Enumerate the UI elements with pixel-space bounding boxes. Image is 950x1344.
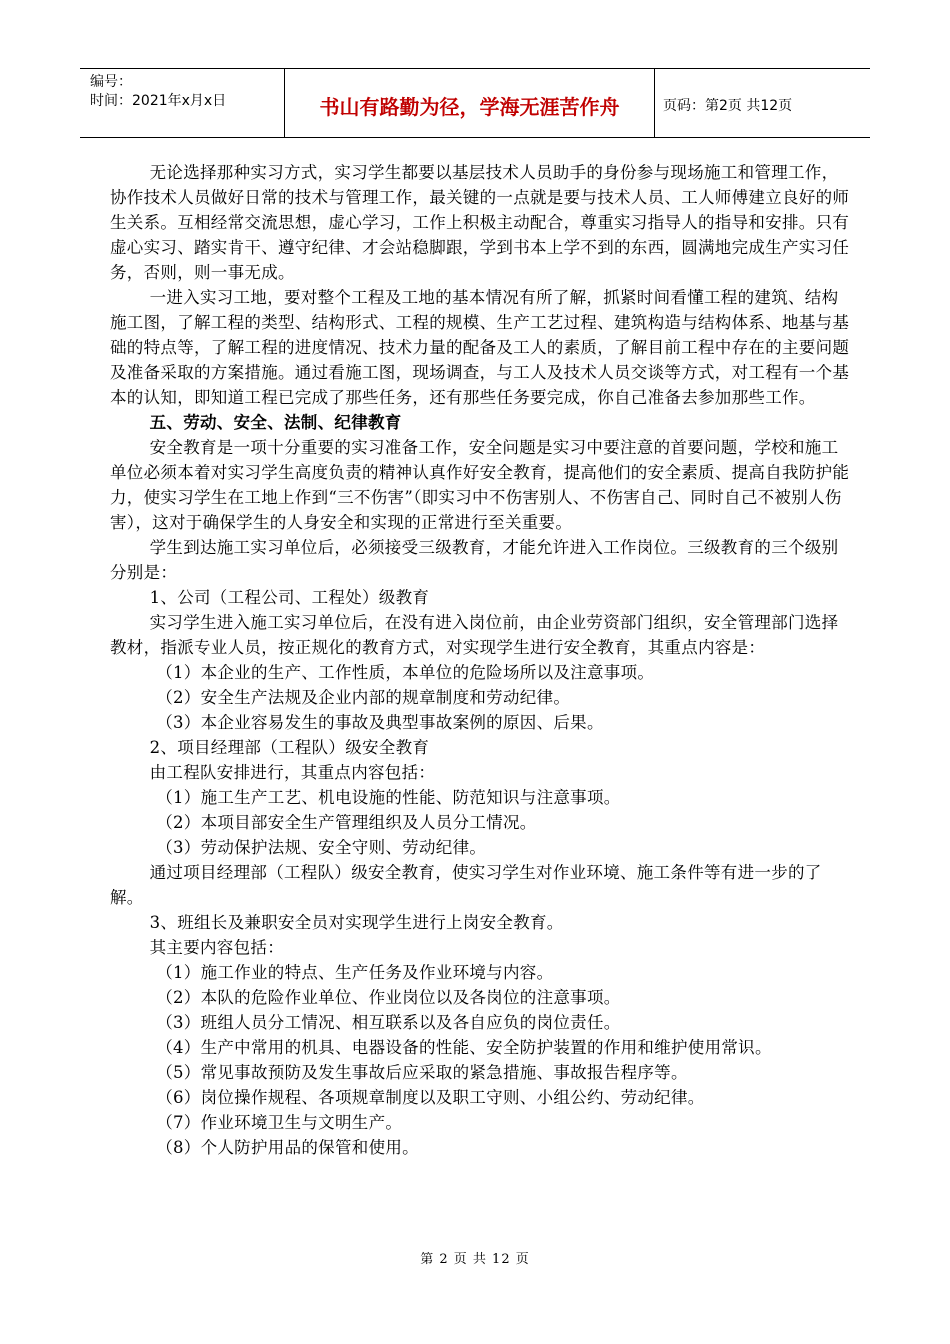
paragraph: 无论选择那种实习方式，实习学生都要以基层技术人员助手的身份参与现场施工和管理工作，协作技术人员做好日常的技术与管理工作，最关键的一点就是要与技术人员、工人师傅建立良好的师生关系。互相经常交流思想，虚心学习，工作上积极主动配合，尊重实习指导人的指导和安排。只有虚心实习、踏实肯干、遵守纪律、才会站稳脚跟，学到书本上学不到的东西，圆满地完成生产实习任务，否则，则一事无成。 xyxy=(110,163,850,282)
list-item: （2）本项目部安全生产管理组织及人员分工情况。 xyxy=(156,813,537,832)
list-item: （3）劳动保护法规、安全守则、劳动纪律。 xyxy=(156,838,487,857)
list-item: （8）个人防护用品的保管和使用。 xyxy=(156,1138,419,1157)
paragraph: 一进入实习工地，要对整个工程及工地的基本情况有所了解，抓紧时间看懂工程的建筑、结构施工图，了解工程的类型、结构形式、工程的规模、生产工艺过程、建筑构造与结构体系、地基与基础的特点等，了解工程的进度情况、技术力量的配备及工人的素质，了解目前工程中存在的主要问题及准备采取的方案措施。通过看施工图，现场调查，与工人及技术人员交谈等方式，对工程有一个基本的认知，即知道工程已完成了那些任务，还有那些任务要完成，你自己准备去参加那些工作。 xyxy=(110,288,850,407)
list-item: （2）本队的危险作业单位、作业岗位以及各岗位的注意事项。 xyxy=(156,988,621,1007)
list-item: （5）常见事故预防及发生事故后应采取的紧急措施、事故报告程序等。 xyxy=(156,1063,688,1082)
section-heading: 五、劳动、安全、法制、纪律教育 xyxy=(149,413,402,432)
document-body xyxy=(110,160,850,1160)
header-page-label: 页码：第2页 共12页 xyxy=(663,98,793,114)
list-item: （1）施工作业的特点、生产任务及作业环境与内容。 xyxy=(156,963,554,982)
paragraph: 1、公司（工程公司、工程处）级教育 xyxy=(149,588,430,607)
page-footer: 第 2 页 共 12 页 xyxy=(420,1252,530,1267)
list-item: （4）生产中常用的机具、电器设备的性能、安全防护装置的作用和维护使用常识。 xyxy=(156,1038,772,1057)
paragraph: 通过项目经理部（工程队）级安全教育，使实习学生对作业环境、施工条件等有进一步的了解。 xyxy=(110,863,822,907)
paragraph: 安全教育是一项十分重要的实习准备工作，安全问题是实习中要注意的首要问题，学校和施工单位必须本着对实习学生高度负责的精神认真作好安全教育，提高他们的安全素质、提高自我防护能力，使实习学生在工地上作到“三不伤害”（即实习中不伤害别人、不伤害自己、同时自己不被别人伤害），这对于确保学生的人身安全和实现的正常进行至关重要。 xyxy=(110,438,850,532)
list-item: （2）安全生产法规及企业内部的规章制度和劳动纪律。 xyxy=(156,688,571,707)
header-meta xyxy=(80,69,285,137)
paragraph: 2、项目经理部（工程队）级安全教育 xyxy=(149,738,430,757)
list-item: （1）施工生产工艺、机电设施的性能、防范知识与注意事项。 xyxy=(156,788,621,807)
page-header xyxy=(80,68,870,138)
document-number-label: 编号： xyxy=(90,74,132,90)
paragraph: 3、班组长及兼职安全员对实现学生进行上岗安全教育。 xyxy=(149,913,564,932)
paragraph: 由工程队安排进行，其重点内容包括： xyxy=(149,763,436,782)
list-item: （6）岗位操作规程、各项规章制度以及职工守则、小组公约、劳动纪律。 xyxy=(156,1088,705,1107)
paragraph: 其主要内容包括： xyxy=(149,938,284,957)
paragraph: 实习学生进入施工实习单位后，在没有进入岗位前，由企业劳资部门组织，安全管理部门选择教材，指派专业人员，按正规化的教育方式，对实现学生进行安全教育，其重点内容是： xyxy=(110,613,839,657)
list-item: （3）班组人员分工情况、相互联系以及各自应负的岗位责任。 xyxy=(156,1013,621,1032)
list-item: （7）作业环境卫生与文明生产。 xyxy=(156,1113,403,1132)
header-slogan: 书山有路勤为径，学海无涯苦作舟 xyxy=(285,69,655,137)
paragraph: 学生到达施工实习单位后，必须接受三级教育，才能允许进入工作岗位。三级教育的三个级别分别是： xyxy=(110,538,839,582)
document-time-label: 时间：2021年x月x日 xyxy=(90,93,227,109)
list-item: （1）本企业的生产、工作性质，本单位的危险场所以及注意事项。 xyxy=(156,663,655,682)
list-item: （3）本企业容易发生的事故及典型事故案例的原因、后果。 xyxy=(156,713,604,732)
